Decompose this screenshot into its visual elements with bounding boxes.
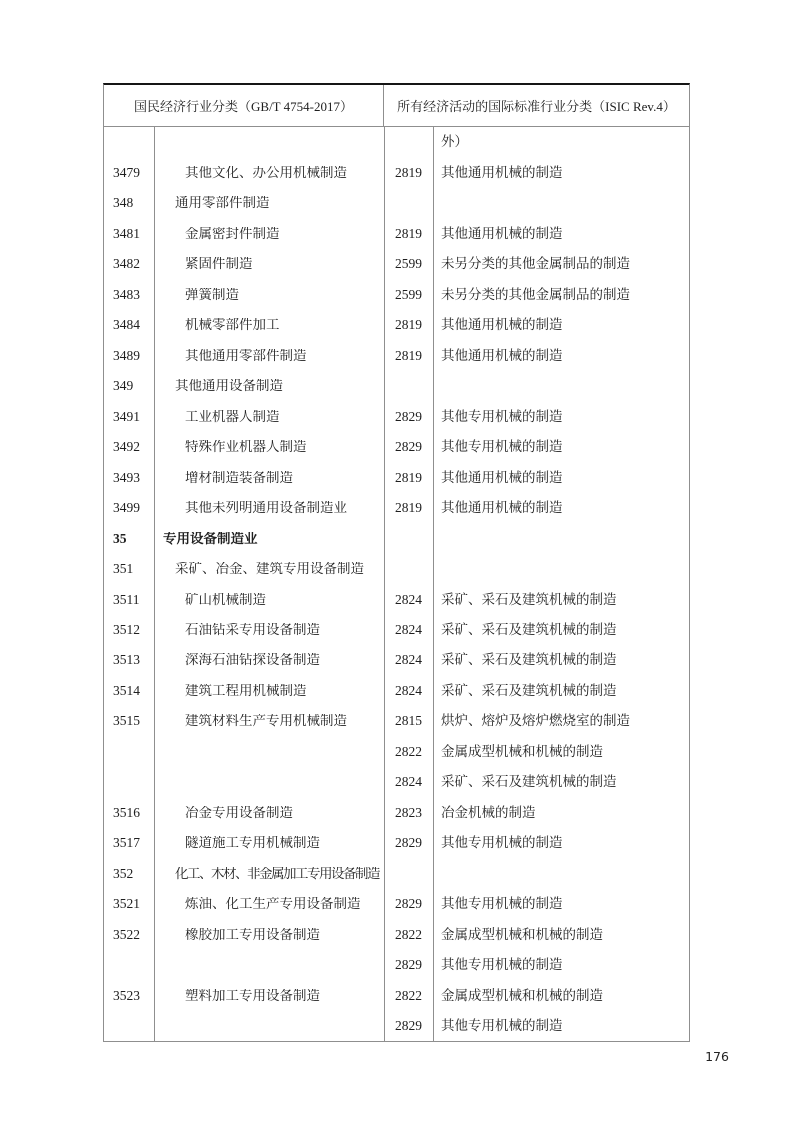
isic-code-cell: 2829 xyxy=(395,439,422,455)
isic-desc-cell: 冶金机械的制造 xyxy=(441,804,536,820)
table-row xyxy=(104,980,689,1010)
table-row xyxy=(104,218,689,248)
table-header-row xyxy=(104,85,689,127)
isic-desc-cell: 其他通用机械的制造 xyxy=(441,469,563,485)
gb-code-cell: 3479 xyxy=(113,164,140,180)
isic-desc-cell: 烘炉、熔炉及熔炉燃烧室的制造 xyxy=(441,713,630,729)
gb-name-cell: 化工、木材、非金属加工专用设备制造 xyxy=(175,866,379,881)
gb-name-cell: 炼油、化工生产专用设备制造 xyxy=(185,897,361,911)
table-row xyxy=(104,310,689,340)
gb-classification-header: 国民经济行业分类（GB/T 4754-2017） xyxy=(104,85,384,126)
gb-name-cell: 特殊作业机器人制造 xyxy=(185,440,307,454)
gb-code-cell: 3483 xyxy=(113,286,140,302)
page-number: 176 xyxy=(705,1049,729,1064)
table-row xyxy=(104,736,689,766)
isic-desc-cell: 其他通用机械的制造 xyxy=(441,164,563,180)
isic-code-cell: 2599 xyxy=(395,256,422,272)
isic-code-cell: 2829 xyxy=(395,1018,422,1034)
table-row xyxy=(104,919,689,949)
isic-code-cell: 2819 xyxy=(395,500,422,516)
gb-code-cell: 3489 xyxy=(113,347,140,363)
table-row xyxy=(104,615,689,645)
table-row xyxy=(104,889,689,919)
gb-name-cell: 塑料加工专用设备制造 xyxy=(185,988,320,1003)
isic-code-cell: 2829 xyxy=(395,896,422,912)
gb-code-cell: 3522 xyxy=(113,926,140,942)
gb-name-cell: 工业机器人制造 xyxy=(185,409,280,424)
gb-code-cell: 349 xyxy=(113,378,134,394)
isic-code-cell: 2819 xyxy=(395,317,422,333)
table-row xyxy=(104,706,689,736)
isic-code-cell: 2822 xyxy=(395,743,422,759)
isic-desc-cell: 其他专用机械的制造 xyxy=(441,896,563,912)
table-row xyxy=(104,188,689,218)
gb-code-cell: 3493 xyxy=(113,469,140,485)
gb-name-cell: 建筑材料生产专用机械制造 xyxy=(185,714,347,728)
gb-code-cell: 3499 xyxy=(113,500,140,516)
isic-code-cell: 2824 xyxy=(395,774,422,790)
table-row xyxy=(104,767,689,797)
gb-name-cell: 专用设备制造业 xyxy=(163,531,258,546)
isic-desc-cell: 采矿、采石及建筑机械的制造 xyxy=(441,682,617,698)
isic-code-cell: 2829 xyxy=(395,835,422,851)
table-row xyxy=(104,645,689,675)
gb-code-cell: 3512 xyxy=(113,621,140,637)
gb-name-cell: 其他通用零部件制造 xyxy=(185,348,307,363)
gb-name-cell: 其他通用设备制造 xyxy=(175,379,283,393)
gb-name-cell: 矿山机械制造 xyxy=(185,592,266,607)
gb-name-cell: 其他未列明通用设备制造业 xyxy=(185,501,347,515)
isic-code-cell: 2819 xyxy=(395,347,422,363)
isic-desc-cell: 其他专用机械的制造 xyxy=(441,408,563,424)
isic-code-cell: 2815 xyxy=(395,713,422,729)
isic-desc-cell: 其他通用机械的制造 xyxy=(441,500,563,516)
isic-desc-cell: 采矿、采石及建筑机械的制造 xyxy=(441,774,617,790)
gb-code-cell: 3521 xyxy=(113,896,140,912)
table-row xyxy=(104,523,689,553)
gb-name-cell: 冶金专用设备制造 xyxy=(185,805,293,820)
isic-desc-cell: 其他专用机械的制造 xyxy=(441,957,563,973)
isic-code-cell: 2822 xyxy=(395,926,422,942)
table-rows xyxy=(104,127,689,1041)
isic-code-cell: 2829 xyxy=(395,408,422,424)
gb-name-cell: 其他文化、办公用机械制造 xyxy=(185,165,347,180)
gb-code-cell: 3513 xyxy=(113,652,140,668)
isic-code-cell: 2829 xyxy=(395,957,422,973)
gb-code-cell: 3511 xyxy=(113,591,140,607)
gb-code-cell: 352 xyxy=(113,865,134,881)
isic-desc-cell: 金属成型机械和机械的制造 xyxy=(441,926,603,942)
gb-code-cell: 3482 xyxy=(113,256,140,272)
gb-code-cell: 3515 xyxy=(113,713,140,729)
gb-name-cell: 机械零部件加工 xyxy=(185,318,280,332)
table-row xyxy=(104,462,689,492)
isic-code-cell: 2823 xyxy=(395,804,422,820)
table-row xyxy=(104,249,689,279)
gb-code-cell: 348 xyxy=(113,195,134,211)
table-row xyxy=(104,828,689,858)
table-row xyxy=(104,675,689,705)
table-row xyxy=(104,157,689,187)
table-row xyxy=(104,279,689,309)
isic-code-cell: 2819 xyxy=(395,469,422,485)
isic-desc-cell: 其他通用机械的制造 xyxy=(441,225,563,241)
gb-name-cell: 石油钻采专用设备制造 xyxy=(185,622,320,637)
isic-classification-header: 所有经济活动的国际标准行业分类（ISIC Rev.4） xyxy=(397,99,676,114)
isic-desc-cell: 采矿、采石及建筑机械的制造 xyxy=(441,621,617,637)
table-row xyxy=(104,1011,689,1041)
gb-code-cell: 3492 xyxy=(113,439,140,455)
isic-code-cell: 2822 xyxy=(395,987,422,1003)
gb-name-cell: 隧道施工专用机械制造 xyxy=(185,836,320,850)
isic-desc-cell: 金属成型机械和机械的制造 xyxy=(441,987,603,1003)
table-row xyxy=(104,127,689,157)
isic-code-cell: 2824 xyxy=(395,682,422,698)
gb-code-cell: 3516 xyxy=(113,804,140,820)
isic-desc-cell: 未另分类的其他金属制品的制造 xyxy=(441,256,630,272)
isic-desc-cell: 采矿、采石及建筑机械的制造 xyxy=(441,591,617,607)
isic-code-cell: 2819 xyxy=(395,164,422,180)
gb-code-cell: 3514 xyxy=(113,682,140,698)
table-row xyxy=(104,493,689,523)
classification-table xyxy=(103,83,690,1042)
gb-name-cell: 弹簧制造 xyxy=(185,287,239,302)
gb-code-cell: 3481 xyxy=(113,225,140,241)
gb-code-cell: 3523 xyxy=(113,987,140,1003)
isic-code-cell: 2824 xyxy=(395,591,422,607)
isic-code-cell: 2599 xyxy=(395,286,422,302)
table-row xyxy=(104,950,689,980)
isic-desc-cell: 其他专用机械的制造 xyxy=(441,1018,563,1034)
gb-name-cell: 橡胶加工专用设备制造 xyxy=(185,927,320,942)
table-row xyxy=(104,584,689,614)
gb-name-cell: 金属密封件制造 xyxy=(185,226,280,241)
table-row xyxy=(104,432,689,462)
isic-desc-cell: 采矿、采石及建筑机械的制造 xyxy=(441,652,617,668)
gb-code-cell: 35 xyxy=(113,530,127,546)
gb-name-cell: 深海石油钻探设备制造 xyxy=(185,653,320,667)
gb-name-cell: 增材制造装备制造 xyxy=(185,470,293,485)
table-row xyxy=(104,554,689,584)
isic-code-cell: 2824 xyxy=(395,652,422,668)
gb-code-cell: 3517 xyxy=(113,835,140,851)
table-row xyxy=(104,797,689,827)
isic-desc-cell: 其他通用机械的制造 xyxy=(441,347,563,363)
isic-desc-cell: 其他通用机械的制造 xyxy=(441,317,563,333)
gb-name-cell: 紧固件制造 xyxy=(185,257,253,271)
table-row xyxy=(104,371,689,401)
isic-desc-cell: 未另分类的其他金属制品的制造 xyxy=(441,286,630,302)
gb-name-cell: 建筑工程用机械制造 xyxy=(185,683,307,698)
isic-code-cell: 2819 xyxy=(395,225,422,241)
gb-code-cell: 3484 xyxy=(113,317,140,333)
isic-code-cell: 2824 xyxy=(395,621,422,637)
table-row xyxy=(104,858,689,888)
gb-code-cell: 351 xyxy=(113,561,134,577)
isic-desc-cell: 其他专用机械的制造 xyxy=(441,439,563,455)
table-row xyxy=(104,401,689,431)
table-body xyxy=(104,127,689,1041)
isic-desc-cell: 金属成型机械和机械的制造 xyxy=(441,743,603,759)
table-row xyxy=(104,340,689,370)
isic-desc-cell: 外） xyxy=(441,134,468,150)
gb-name-cell: 通用零部件制造 xyxy=(175,196,270,210)
isic-desc-cell: 其他专用机械的制造 xyxy=(441,835,563,851)
gb-name-cell: 采矿、冶金、建筑专用设备制造 xyxy=(175,562,364,576)
gb-code-cell: 3491 xyxy=(113,408,140,424)
